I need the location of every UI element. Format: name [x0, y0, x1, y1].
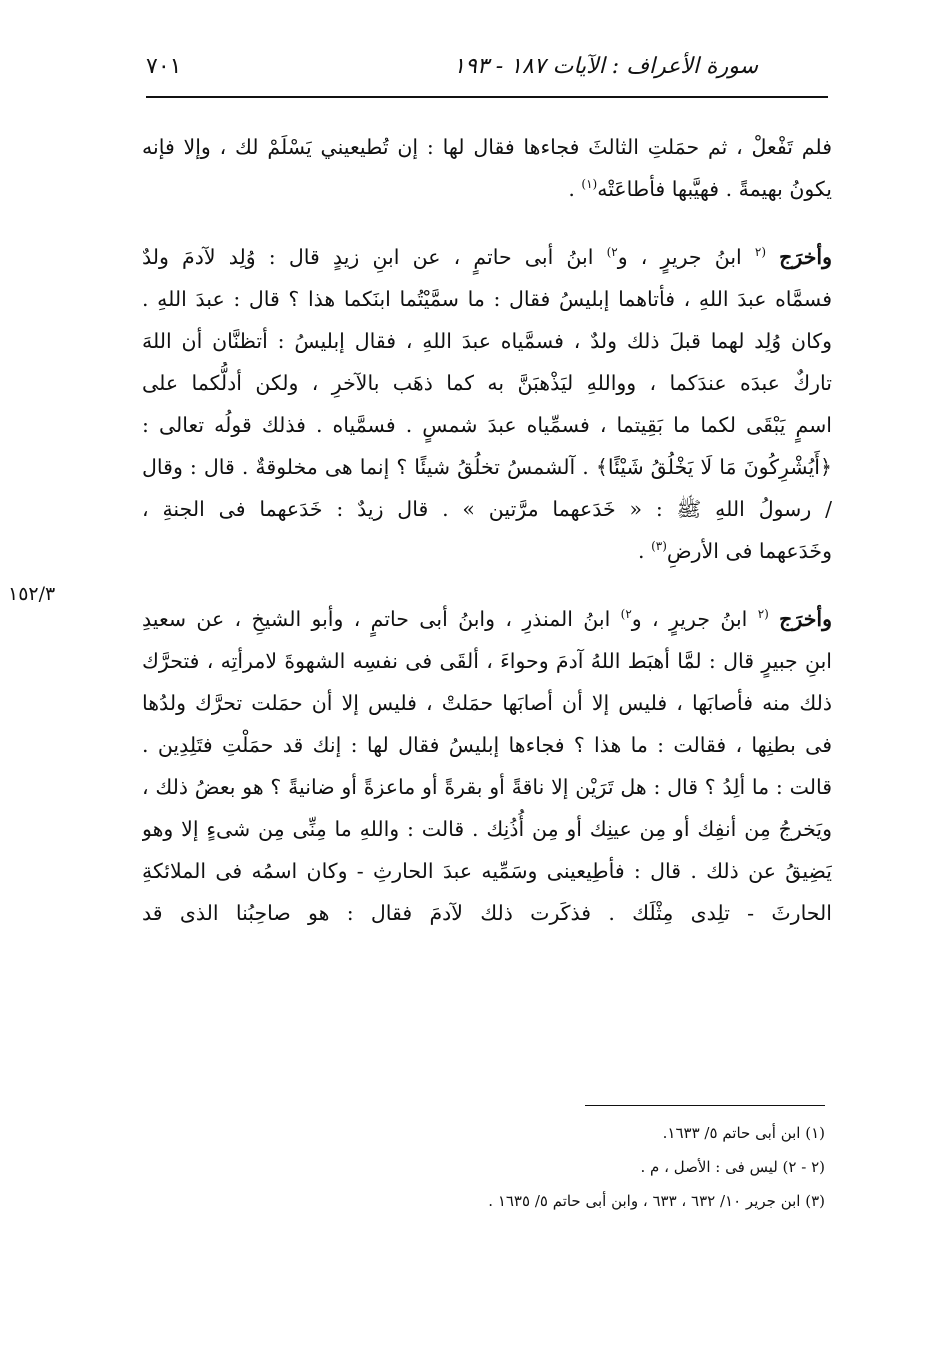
- footnote-ref[interactable]: ٢): [620, 607, 632, 622]
- text-line: وكان وُلِد لهما قبلَ ذلك ولدٌ ، فسمَّياه عبدَ اللهِ ، فقال إبليسُ : أتظنَّان أن اللهَ: [142, 329, 832, 353]
- footnote-ref[interactable]: (٢: [754, 245, 767, 260]
- footnote-ref[interactable]: ٢): [606, 245, 618, 260]
- paragraph: [142, 236, 832, 572]
- footnote-ref[interactable]: (٣): [651, 539, 667, 554]
- text-line: اسمٍ يَبْقَى لكما ما بَقِيتما ، فسمِّياه عبدَ شمسٍ . فسمَّياه . فذلك قولُه تعالى :: [142, 413, 832, 437]
- text-line: ذلك منه فأصابَها ، فليس إلا أن أصابَها حمَلتْ ، فليس إلا أن حمَلت تحرَّك ولدُها: [142, 691, 832, 715]
- main-text: [142, 126, 832, 934]
- text-line: ويَخرجُ مِن أنفِك أو مِن عينِك أو مِن أُذُنِك . قالت : واللهِ ما مِنِّى مِن شىءٍ إلا وهو: [142, 817, 832, 841]
- text-line: تاركٌ عبدَه عندَكما ، وواللهِ ليَذْهبَنَّ به كما ذهَب بالآخرِ ، ولكن أدلُّكما على: [142, 371, 832, 395]
- text-line: وأخرَج $^{(٢}$ ابنُ جريرٍ ، و$^{٢)}$ ابنُ المنذرِ ، وابنُ أبى حاتمٍ ، وأبو الشيخِ ، عن سعيدِ: [142, 607, 832, 631]
- footnote-divider: [585, 1105, 825, 1106]
- page-number: ٧٠١: [146, 54, 182, 79]
- text-line: يكونُ بهيمةً . فهيَّبها فأطاعَتْه$^{(١)}$ .: [568, 177, 832, 201]
- lead-word: وأخرَج: [779, 607, 832, 631]
- paragraph: [142, 126, 832, 210]
- header-divider: [146, 96, 828, 98]
- footnote: (١) ابن أبى حاتم ٥/ ١٦٣٣.: [662, 1124, 825, 1142]
- text-line: قالت : ما ألِدُ ؟ قال : هل تَرَيْن إلا ناقةً أو بقرةً أو ماعزةً أو ضانيةً ؟ هو بعضُ ذلك ،: [142, 775, 832, 799]
- volume-page-marker: ١٥٢/٣: [8, 583, 56, 605]
- page-header: [146, 50, 828, 90]
- lead-word: وأخرَج: [779, 245, 832, 269]
- footnotes: [340, 1116, 825, 1218]
- footnote-ref[interactable]: (٢: [757, 607, 769, 622]
- text-line: فسمَّاه عبدَ اللهِ ، فأتاهما إبليسُ فقال : ما سمَّيْتُما ابنَكما هذا ؟ قال : عبدَ اللهِ .: [142, 287, 832, 311]
- text-line: فى بطنِها ، فقالت : ما هذا ؟ فجاءها إبليسُ فقال لها : إنك قد حمَلْتِ فتَلِدِين .: [142, 733, 832, 757]
- footnote: (٣) ابن جرير ١٠/ ٦٣٢ ، ٦٣٣ ، وابن أبى حاتم ٥/ ١٦٣٥ .: [488, 1192, 825, 1210]
- footnote-ref[interactable]: (١): [581, 177, 598, 192]
- running-title: سورة الأعراف : الآيات ١٨٧ - ١٩٣: [453, 54, 758, 79]
- text-line: فلم تَفْعلْ ، ثم حمَلتِ الثالثَ فجاءها فقال لها : إن تُطيعيني يَسْلَمْ لك ، وإلا فإنه: [142, 135, 832, 159]
- quran-verse-line: ﴿أَيُشْرِكُونَ مَا لَا يَخْلُقُ شَيْئًا﴾ . آلشمسُ تخلُقُ شيئًا ؟ إنما هى مخلوقةٌ . قال : وقال: [142, 455, 832, 479]
- text-line: ابنِ جبيرٍ قال : لمَّا أهبَط اللهُ آدمَ وحواءَ ، ألقَى فى نفسِه الشهوةَ لامرأتِه ، فتحرَّك: [142, 649, 832, 673]
- text-line: وأخرَج $^{(٢}$ ابنُ جريرٍ ، و$^{٢)}$ ابنُ أبى حاتمٍ ، عن ابنِ زيدٍ قال : وُلِد لآدمَ ولدٌ: [142, 245, 832, 269]
- text-line: / رسولُ اللهِ ﷺ : « خَدَعهما مرَّتين » . قال زيدٌ : خَدَعهما فى الجنةِ ،: [142, 497, 832, 521]
- footnote: (٢ - ٢) ليس فى : الأصل ، م .: [640, 1158, 825, 1176]
- text-line: يَضِيقُ عن ذلك . قال : فأطِيعينى وسَمِّيه عبدَ الحارثِ - وكان اسمُه فى الملائكةِ: [142, 859, 832, 883]
- paragraph: [142, 598, 832, 934]
- text-line: الحارثَ - تلِدى مِثْلَك . فذكَرت ذلك لآدمَ فقال : هو صاحِبُنا الذى قد: [142, 901, 832, 925]
- text-line: وخَدَعهما فى الأرضِ$^{(٣)}$ .: [638, 539, 832, 563]
